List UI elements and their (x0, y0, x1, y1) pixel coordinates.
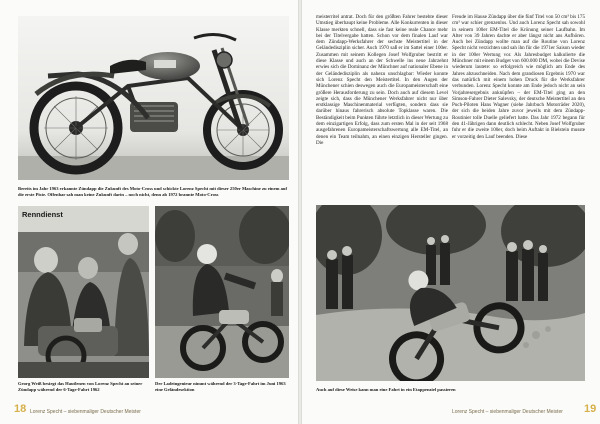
left-page-number: 18 (14, 403, 27, 415)
mechanics-photo (18, 206, 149, 378)
body-column-2: Freude im Hause Zündapp über die fünf Titel von 50 cm³ bis 175 cm³ war schier grenzenlos. Und auch Lorenz Specht sah sowohl in seinem 100er EM-Titel die Krönung seiner Laufbahn. Im Alter von 39 Jahren dachte er aber längst nicht ans Aufhören. Auch bei Zündapp wollte man auf die Routine von Lorenz Specht nicht verzichten und sah ihn für die 1971er Saison wieder in der 100er Wertung vor. Als Jahresbudget kalkulierte die Münchner mit einem Budget von 600.000 DM, wobei die Devise wiederum lautete: so erfolgreich wie möglich am Ende des Jahres abzuschneiden. Nach dem grandiosen Ergebnis 1970 war das natürlich mit einem hohen Druck für die Werksfahrer verbunden. Lorenz Specht konnte am Ende jedoch nicht an sein Vorjahresergebnis anknüpfen – der EM-Titel ging an den Simson-Fahrer Dieter Salevsky, der deutsche Meistertitel an den Puch-Piloten Hans Wagner (siehe Jahrbuch Motorräder 2020), der sich die beiden Jahre zuvor jeweils mit dem Zündapp-Routinier tolle Duelle geliefert hatte. Das Jahr 1972 begann für den 41-Jährigen dann deutlich schlecht. Neben Josef Wolfgruber fuhr er die zweite 100er, doch beim Auftakt in Bielstein musste er vorzeitig den Lauf beenden. Diese (452, 14, 585, 140)
renndienst-sign: Renndienst (22, 210, 63, 219)
right-page-number: 19 (584, 403, 597, 415)
rider-trail-photo (155, 206, 289, 378)
body-column-1: meisterritel antrat. Doch für den größten Fahrer bestehte dieser Umstieg überhaupt keine Probleme. Alle Konkurrenten in dieser Klasse merkten schnell, dass sie fast keine reale Chance mehr bei der Titelvergabe hatten. Schon vor dem finalen Lauf war dem Zündapp-Werksfahrer der sechste Meistertitel in der Geländedisziplin sicher. Auch 1970 saß er im Sattel einer 100er. Zusammen mit seinem Kollegen Josef Wolfgruber bestritt er diese Klasse und auch an der Schwelle ins neue Jahrzehnt erwies sich die Dominanz der Münchner auf nationaler Ebene in der Geländedisziplin als nahezu unschlagbar: Wieder konnte sich Lorenz Specht den Meistertitel. In den Augen der Münchener schien deswegen auch die Europameisterschaft eine größere Herausforderung zu sein. Doch auch auf diesem Level zeigte sich, dass die Münchener Werksfahrer nicht nur über erstklassige Maschinenmaterial verfügten, sondern dass sie darüber hinaus fahrerisch absolute Topklasse waren. Die Beständigkeit beim Punkten führte letztlich in dieser Wertung zu dem einzigartigen Erfolg, dass zum ersten Mal in der seit 1968 ausgefahrenen Europameisterschaftswertung alle EM-Titel, an denen ein Team teilnahm, an einen einzigen Hersteller gingen. Die (316, 14, 448, 146)
photo3-caption: Der Ladeingenieur nimmt während der 3-Tage-Fahrt im Juni 1963 eine Geländesektion (155, 381, 286, 392)
left-page (0, 0, 298, 424)
left-running-footer: Lorenz Specht – siebenmaliger Deutscher Meister (30, 409, 141, 415)
photo2-caption: Georg Weiß besiegt das Hautlenen von Lorenz Specht an seiner Zündapp während der 6-Tage-Fahrt 1962 (18, 381, 143, 392)
motorcycle-photo (18, 16, 289, 180)
rider-crash-photo (316, 205, 585, 381)
right-page (302, 0, 600, 424)
photo4-caption: Auch auf diese Weise kann man eine Fahrt in ein Etappenziel passieren (316, 387, 456, 392)
photo1-caption: Bereits im Jahr 1963 erkannte Zündapp die Zukunft des Moto-Cross und schickte Lorenz Specht mit dieser 250er Maschine zu einem auf die erste Piste. Offenbar sah man keine Zukunft darin – noch nicht, denn ab 1972 brannte Moto-Cross (18, 186, 287, 197)
right-running-footer: Lorenz Specht – siebenmaliger Deutscher Meister (452, 409, 563, 415)
